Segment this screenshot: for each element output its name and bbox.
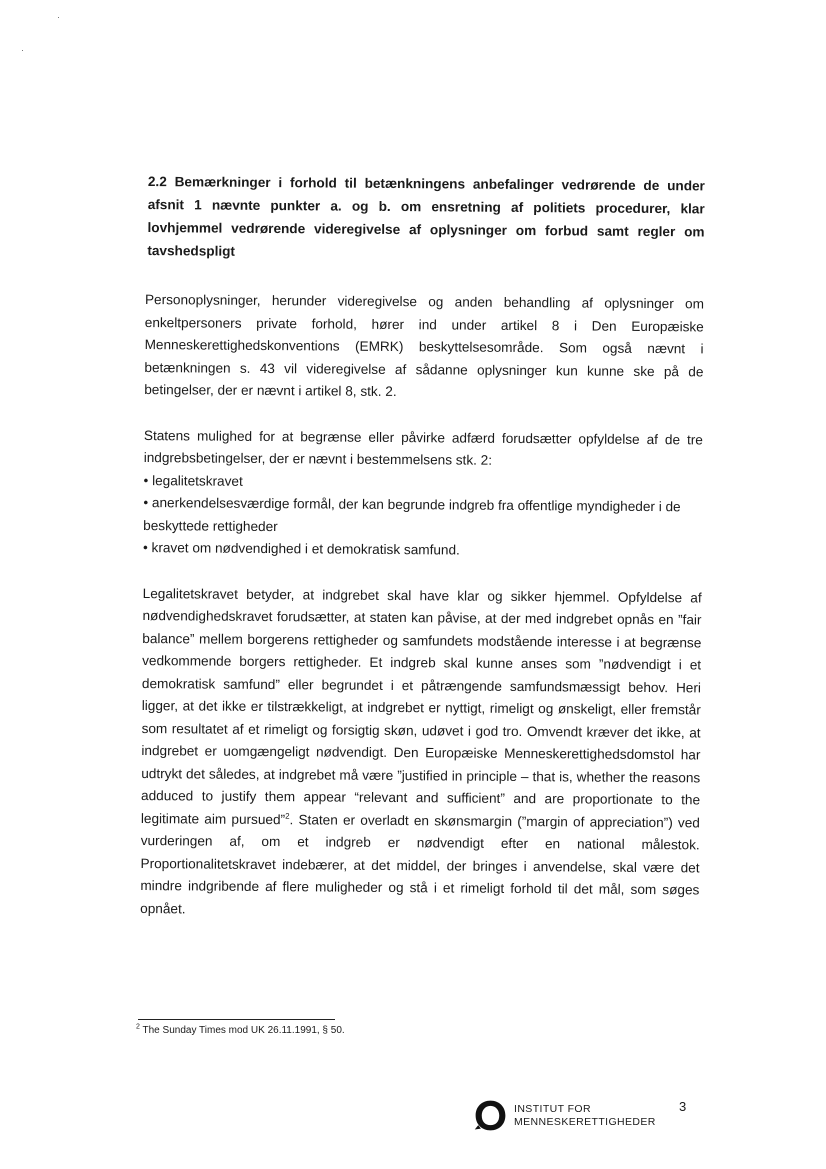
footnote-reference[interactable]: 2 [285,811,290,821]
institute-name-line-1: INSTITUT FOR [514,1103,591,1115]
document-body [134,170,705,947]
footnote-number: 2 [136,1023,140,1031]
paragraph-legality-text: Legalitetskravet betyder, at indgrebet skal have klar og sikker hjemmel. Opfyldelse af nødvendighedskravet forudsætter, at staten kan påvise, at der med indgrebet opnås en ”fair balance” mellem borgerens rettigheder og samfundets modstående interesse i at begrænse vedkommende borgers rettigheder. Et indgreb skal kunne anses som ”nødvendigt i et demokratisk samfund” eller begrundet i et påtrængende samfundsmæssigt behov. Heri ligger, at det ikke er tilstrækkeligt, at indgrebet er nyttigt, rimeligt og ønskeligt, eller fremstår som resultatet af et rimeligt og forsigtig skøn, udøvet i god tro. Omvendt kræver det ikke, at indgrebet er uomgængeligt nødvendigt. Den Europæiske Menneskerettighedsdomstol har udtrykt det således, at indgrebet må være ”justified in principle – that is, whether the reasons adduced to justify them appear “relevant and sufficient” and are proportionate to the legitimate aim pursued” [140,585,702,827]
scan-speck [58,17,59,18]
conditions-list [143,470,703,564]
scan-speck [22,50,23,51]
institute-name-line-2: MENNESKERETTIGHEDER [514,1116,656,1128]
page-number: 3 [679,1099,687,1114]
institute-name [514,1103,656,1129]
list-item: • legalitetskravet [143,470,702,497]
list-item: • kravet om nødvendighed i et demokratisk samfund. [143,537,702,564]
section-heading: 2.2 Bemærkninger i forhold til betænkningens anbefalinger vedrørende de under afsnit 1 nævnte punkter a. og b. om ensretning af politiets procedurer, klar lovhjemmel vedrørende videregivelse af oplysninger om forbud samt regler om tavshedspligt [147,174,705,259]
paragraph-legality [140,583,702,925]
paragraph-state-conditions: Statens mulighed for at begrænse eller påvirke adfærd forudsætter opfyldelse af de tre indgrebsbetingelser, der er nævnt i bestemmelsens stk. 2: [143,427,703,468]
paragraph-legality-text-continued: . Staten er overladt en skønsmargin (”margin of appreciation”) ved vurderingen af, om et indgreb er nødvendigt efter en national målestok. Proportionalitetskravet indebærer, at det middel, der bringes i anvendelse, skal være det mindre indgribende af flere muligheder og stå i et rimeligt forhold til det mål, som søges opnået. [140,811,700,916]
institute-logo-icon [473,1098,508,1133]
footnote [136,1024,345,1038]
paragraph-personal-data: Personoplysninger, herunder videregivelse og anden behandling af oplysninger om enkeltpersoners private forhold, hører ind under artikel 8 i Den Europæiske Menneskerettighedskonventions (EMRK) beskyttelsesområde. Som også nævnt i betænkningen s. 43 vil videregivelse af sådanne oplysninger kun kunne ske på de betingelser, der er nævnt i artikel 8, stk. 2. [144,292,705,400]
footnote-text: The Sunday Times mod UK 26.11.1991, § 50. [142,1025,345,1036]
footnote-divider [138,1019,335,1020]
list-item: • anerkendelsesværdige formål, der kan begrunde indgreb fra offentlige myndigheder i de beskyttede rettigheder [143,492,702,541]
